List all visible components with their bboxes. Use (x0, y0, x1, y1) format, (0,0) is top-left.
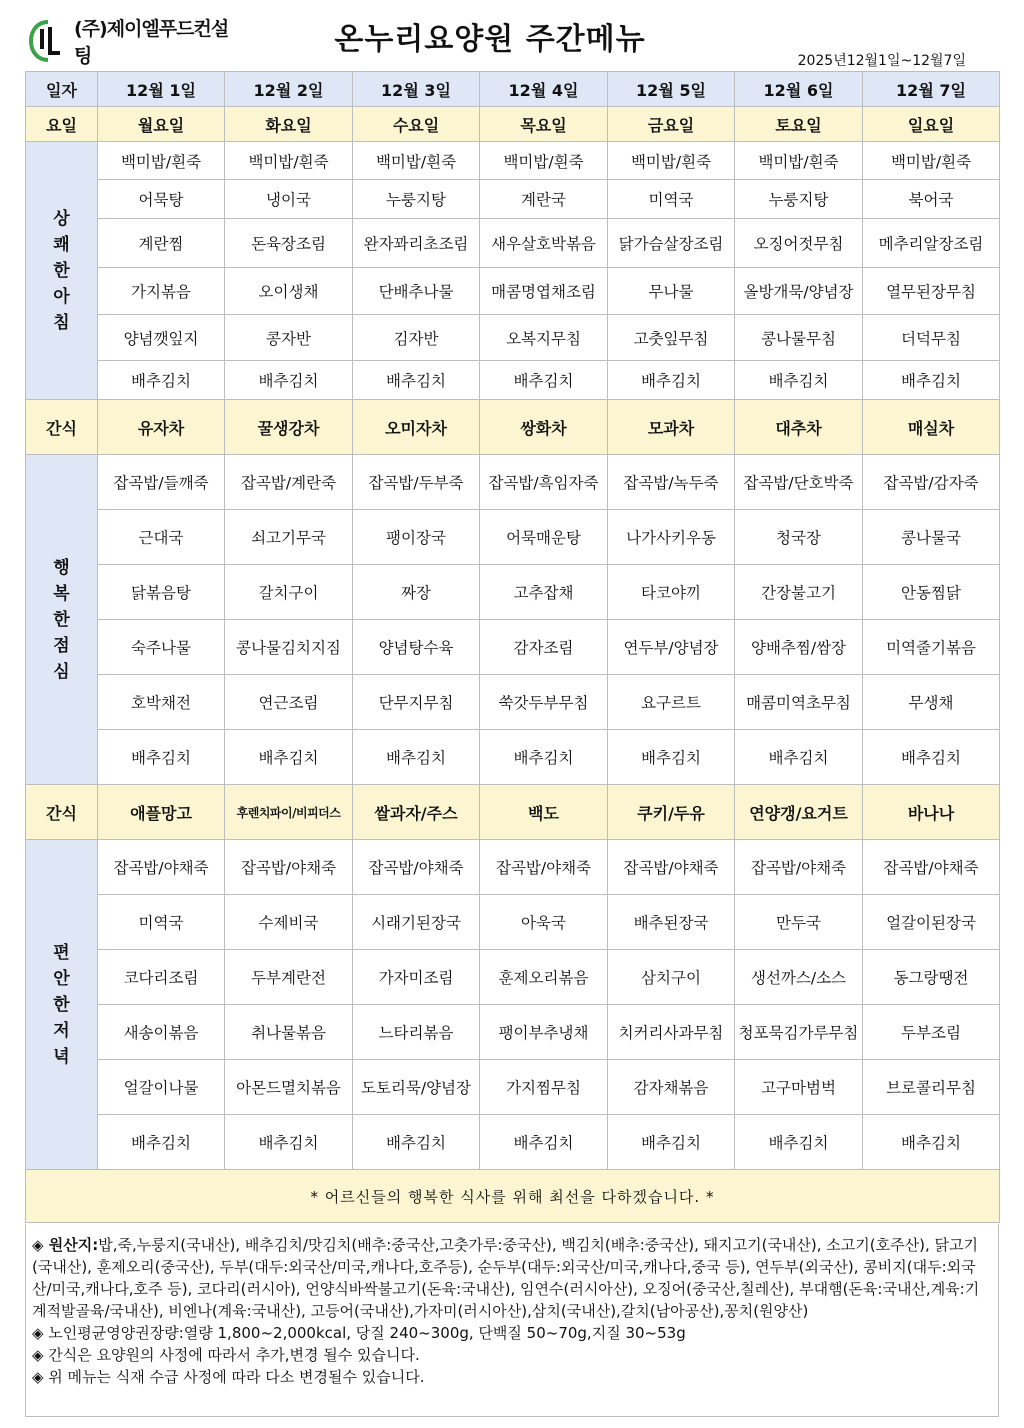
breakfast-row (26, 315, 1000, 361)
menu-item: 콩나물김치지짐 (225, 620, 353, 675)
day-cell: 화요일 (225, 107, 353, 142)
day-label-row (26, 107, 1000, 142)
dinner-label (26, 840, 98, 1170)
lunch-label-char: 복 (53, 583, 70, 604)
menu-item: 배추김치 (863, 361, 1000, 400)
date-cell: 12월 2일 (225, 72, 353, 107)
menu-item: 잡곡밥/들깨죽 (98, 455, 225, 510)
snack-label: 간식 (26, 400, 98, 455)
menu-item: 잡곡밥/야채죽 (863, 840, 1000, 895)
menu-item: 두부계란전 (225, 950, 353, 1005)
menu-item: 팽이장국 (353, 510, 480, 565)
menu-item: 잡곡밥/감자죽 (863, 455, 1000, 510)
snack-item: 쌀과자/주스 (353, 785, 480, 840)
menu-item: 누룽지탕 (353, 180, 480, 219)
menu-item: 김자반 (353, 315, 480, 361)
date-cell: 12월 5일 (608, 72, 735, 107)
menu-item: 매콤미역초무침 (735, 675, 863, 730)
menu-item: 코다리조림 (98, 950, 225, 1005)
menu-item: 감자채볶음 (608, 1060, 735, 1115)
origin-note: ◈ 위 메뉴는 식재 수급 사정에 따라 다소 변경될수 있습니다. (32, 1368, 425, 1386)
breakfast-row (26, 219, 1000, 268)
menu-item: 배추김치 (608, 1115, 735, 1170)
dinner-label-char: 편 (53, 942, 70, 963)
menu-item: 닭볶음탕 (98, 565, 225, 620)
lunch-row (26, 510, 1000, 565)
menu-item: 요구르트 (608, 675, 735, 730)
lunch-label-char: 한 (53, 609, 70, 630)
date-cell: 12월 6일 (735, 72, 863, 107)
page-title: 온누리요양원 주간메뉴 (334, 22, 646, 57)
menu-item: 팽이부추냉채 (480, 1005, 608, 1060)
menu-item: 얼갈이나물 (98, 1060, 225, 1115)
menu-item: 잡곡밥/야채죽 (608, 840, 735, 895)
menu-item: 배추김치 (98, 730, 225, 785)
breakfast-row (26, 361, 1000, 400)
menu-item: 가자미조림 (353, 950, 480, 1005)
snack-item: 쌍화차 (480, 400, 608, 455)
menu-item: 배추김치 (735, 730, 863, 785)
menu-item: 청국장 (735, 510, 863, 565)
menu-item: 배추김치 (480, 1115, 608, 1170)
lunch-label-char: 점 (53, 635, 70, 656)
breakfast-row (26, 268, 1000, 315)
menu-item: 북어국 (863, 180, 1000, 219)
menu-item: 수제비국 (225, 895, 353, 950)
menu-item: 연두부/양념장 (608, 620, 735, 675)
menu-item: 간장불고기 (735, 565, 863, 620)
menu-item: 백미밥/흰죽 (863, 142, 1000, 180)
menu-item: 어묵매운탕 (480, 510, 608, 565)
menu-item: 새우살호박볶음 (480, 219, 608, 268)
origin-label: ◈ 원산지: (32, 1236, 99, 1254)
lunch-row (26, 675, 1000, 730)
lunch-row (26, 565, 1000, 620)
menu-item: 타코야끼 (608, 565, 735, 620)
snack-item: 연양갱/요거트 (735, 785, 863, 840)
menu-item: 배추김치 (225, 730, 353, 785)
date-cell: 12월 1일 (98, 72, 225, 107)
lunch-row (26, 455, 1000, 510)
snack-item: 바나나 (863, 785, 1000, 840)
day-cell: 일요일 (863, 107, 1000, 142)
origin-text (32, 1234, 992, 1322)
menu-item: 배추김치 (353, 1115, 480, 1170)
breakfast-row (26, 180, 1000, 219)
menu-item: 생선까스/소스 (735, 950, 863, 1005)
snack-item: 모과차 (608, 400, 735, 455)
dinner-row (26, 840, 1000, 895)
breakfast-label-char: 쾌 (53, 234, 70, 255)
lunch-row (26, 730, 1000, 785)
date-range: 2025년12월1일~12월7일 (797, 53, 966, 69)
snack-label: 간식 (26, 785, 98, 840)
menu-item: 고춧잎무침 (608, 315, 735, 361)
day-cell: 금요일 (608, 107, 735, 142)
menu-item: 배추김치 (353, 361, 480, 400)
menu-item: 계란국 (480, 180, 608, 219)
menu-item: 콩자반 (225, 315, 353, 361)
menu-item: 배추김치 (353, 730, 480, 785)
menu-item: 냉이국 (225, 180, 353, 219)
dinner-label-char: 한 (53, 994, 70, 1015)
dinner-label-char: 저 (53, 1020, 70, 1041)
breakfast-row (26, 142, 1000, 180)
snack-item: 매실차 (863, 400, 1000, 455)
menu-item: 근대국 (98, 510, 225, 565)
breakfast-label (26, 142, 98, 400)
breakfast-label-char: 침 (53, 312, 70, 333)
origin-note: ◈ 노인평균영양권장량:열량 1,800~2,000kcal, 당질 240~300g, 단백질 50~70g,지질 30~53g (32, 1324, 686, 1342)
breakfast-label-char: 한 (53, 260, 70, 281)
menu-item: 아욱국 (480, 895, 608, 950)
menu-item: 누룽지탕 (735, 180, 863, 219)
menu-item: 도토리묵/양념장 (353, 1060, 480, 1115)
menu-item: 오이생채 (225, 268, 353, 315)
snack-item: 백도 (480, 785, 608, 840)
menu-item: 잡곡밥/단호박죽 (735, 455, 863, 510)
menu-item: 오징어젓무침 (735, 219, 863, 268)
snack-item: 유자차 (98, 400, 225, 455)
menu-item: 고추잡채 (480, 565, 608, 620)
menu-item: 잡곡밥/흑임자죽 (480, 455, 608, 510)
origin-body: 밥,죽,누룽지(국내산), 배추김치/맛김치(배추:중국산,고춧가루:중국산), 백김치(배추:중국산), 돼지고기(국내산), 소고기(호주산), 닭고기(국내산), 훈제오리(중국산), 두부(대두:외국산/미국,캐나다,호주등), 순두부(대두:외국산/미국,캐나다,중국 등), 연두부(외국산), 콩비지(대두:외국산/미국,캐나다,호주 등), 코다리(러시아), 언양식바싹불고기(돈육:국내산), 임연수(러시아산), 오징어(중국산,칠레산), 부대햄(돈육:국내산,계육:기계적발골육/국내산), 비엔나(계육:국내산), 고등어(국내산),가자미(러시아산),삼치(국내산),갈치(남아공산),꽁치(원양산) (32, 1236, 980, 1320)
breakfast-label-char: 아 (53, 286, 70, 307)
menu-item: 미역국 (98, 895, 225, 950)
menu-item: 닭가슴살장조림 (608, 219, 735, 268)
menu-item: 배추김치 (225, 361, 353, 400)
menu-item: 무나물 (608, 268, 735, 315)
breakfast-label-char: 상 (53, 208, 70, 229)
origin-info (25, 1224, 999, 1417)
menu-item: 잡곡밥/야채죽 (225, 840, 353, 895)
menu-item: 배추김치 (480, 730, 608, 785)
menu-item: 잡곡밥/야채죽 (480, 840, 608, 895)
snack-item: 대추차 (735, 400, 863, 455)
menu-item: 배추김치 (480, 361, 608, 400)
menu-item: 호박채전 (98, 675, 225, 730)
menu-item: 콩나물국 (863, 510, 1000, 565)
date-label: 일자 (26, 72, 98, 107)
day-cell: 목요일 (480, 107, 608, 142)
day-cell: 수요일 (353, 107, 480, 142)
menu-item: 배추김치 (608, 361, 735, 400)
menu-item: 만두국 (735, 895, 863, 950)
menu-item: 배추김치 (863, 1115, 1000, 1170)
menu-item: 취나물볶음 (225, 1005, 353, 1060)
menu-item: 단배추나물 (353, 268, 480, 315)
menu-item: 백미밥/흰죽 (735, 142, 863, 180)
snack-item: 쿠키/두유 (608, 785, 735, 840)
menu-item: 청포묵김가루무침 (735, 1005, 863, 1060)
menu-item: 새송이볶음 (98, 1005, 225, 1060)
dinner-row (26, 950, 1000, 1005)
menu-item: 고구마범벅 (735, 1060, 863, 1115)
menu-item: 배추김치 (225, 1115, 353, 1170)
snack-item: 애플망고 (98, 785, 225, 840)
menu-item: 백미밥/흰죽 (608, 142, 735, 180)
menu-item: 브로콜리무침 (863, 1060, 1000, 1115)
dinner-row (26, 895, 1000, 950)
dinner-row (26, 1005, 1000, 1060)
snack-row (26, 785, 1000, 840)
menu-item: 무생채 (863, 675, 1000, 730)
lunch-label-char: 심 (53, 661, 70, 682)
menu-item: 동그랑땡전 (863, 950, 1000, 1005)
dinner-row (26, 1060, 1000, 1115)
menu-item: 훈제오리볶음 (480, 950, 608, 1005)
lunch-label (26, 455, 98, 785)
menu-item: 백미밥/흰죽 (225, 142, 353, 180)
menu-item: 잡곡밥/녹두죽 (608, 455, 735, 510)
menu-item: 백미밥/흰죽 (98, 142, 225, 180)
menu-item: 잡곡밥/야채죽 (735, 840, 863, 895)
menu-item: 백미밥/흰죽 (480, 142, 608, 180)
menu-item: 더덕무침 (863, 315, 1000, 361)
menu-item: 쑥갓두부무침 (480, 675, 608, 730)
menu-item: 백미밥/흰죽 (353, 142, 480, 180)
menu-item: 안동찜닭 (863, 565, 1000, 620)
menu-item: 갈치구이 (225, 565, 353, 620)
menu-item: 나가사키우동 (608, 510, 735, 565)
menu-item: 매콤명엽채조림 (480, 268, 608, 315)
snack-item: 오미자차 (353, 400, 480, 455)
menu-item: 돈육장조림 (225, 219, 353, 268)
menu-item: 잡곡밥/야채죽 (98, 840, 225, 895)
menu-item: 메추리알장조림 (863, 219, 1000, 268)
dinner-label-char: 안 (53, 968, 70, 989)
dinner-row (26, 1115, 1000, 1170)
menu-item: 미역줄기볶음 (863, 620, 1000, 675)
menu-item: 숙주나물 (98, 620, 225, 675)
menu-item: 양념탕수육 (353, 620, 480, 675)
company-logo-icon (28, 19, 68, 63)
menu-item: 배추김치 (98, 361, 225, 400)
notice-text: * 어르신들의 행복한 식사를 위해 최선을 다하겠습니다. * (26, 1170, 1000, 1223)
snack-item: 후렌치파이/비피더스 (225, 785, 353, 840)
day-cell: 토요일 (735, 107, 863, 142)
menu-item: 미역국 (608, 180, 735, 219)
menu-item: 가지찜무침 (480, 1060, 608, 1115)
menu-item: 삼치구이 (608, 950, 735, 1005)
menu-item: 어묵탕 (98, 180, 225, 219)
menu-item: 배추김치 (863, 730, 1000, 785)
date-cell: 12월 4일 (480, 72, 608, 107)
snack-item: 꿀생강차 (225, 400, 353, 455)
dinner-label-char: 녁 (53, 1046, 70, 1067)
menu-item: 쇠고기무국 (225, 510, 353, 565)
company-name: (주)제이엘푸드컨설팅 (74, 18, 229, 67)
date-cell: 12월 3일 (353, 72, 480, 107)
menu-item: 느타리볶음 (353, 1005, 480, 1060)
menu-item: 콩나물무침 (735, 315, 863, 361)
weekly-menu-table (25, 71, 1000, 1223)
menu-item: 배추된장국 (608, 895, 735, 950)
notice-row (26, 1170, 1000, 1223)
menu-item: 잡곡밥/계란죽 (225, 455, 353, 510)
snack-row (26, 400, 1000, 455)
menu-item: 양배추찜/쌈장 (735, 620, 863, 675)
date-cell: 12월 7일 (863, 72, 1000, 107)
menu-item: 감자조림 (480, 620, 608, 675)
menu-item: 배추김치 (98, 1115, 225, 1170)
menu-item: 양념깻잎지 (98, 315, 225, 361)
menu-item: 얼갈이된장국 (863, 895, 1000, 950)
date-label-row (26, 72, 1000, 107)
menu-item: 두부조림 (863, 1005, 1000, 1060)
menu-item: 잡곡밥/두부죽 (353, 455, 480, 510)
lunch-label-char: 행 (53, 557, 70, 578)
menu-item: 계란찜 (98, 219, 225, 268)
origin-note: ◈ 간식은 요양원의 사정에 따라서 추가,변경 될수 있습니다. (32, 1346, 420, 1364)
company-logo (28, 18, 238, 67)
menu-item: 오복지무침 (480, 315, 608, 361)
menu-item: 배추김치 (735, 1115, 863, 1170)
menu-item: 잡곡밥/야채죽 (353, 840, 480, 895)
menu-item: 가지볶음 (98, 268, 225, 315)
menu-item: 배추김치 (608, 730, 735, 785)
menu-item: 시래기된장국 (353, 895, 480, 950)
day-cell: 월요일 (98, 107, 225, 142)
menu-item: 연근조림 (225, 675, 353, 730)
menu-item: 완자꽈리초조림 (353, 219, 480, 268)
lunch-row (26, 620, 1000, 675)
menu-item: 단무지무침 (353, 675, 480, 730)
menu-item: 열무된장무침 (863, 268, 1000, 315)
menu-item: 올방개묵/양념장 (735, 268, 863, 315)
menu-item: 치커리사과무침 (608, 1005, 735, 1060)
menu-item: 짜장 (353, 565, 480, 620)
menu-item: 배추김치 (735, 361, 863, 400)
day-label: 요일 (26, 107, 98, 142)
menu-item: 아몬드멸치볶음 (225, 1060, 353, 1115)
